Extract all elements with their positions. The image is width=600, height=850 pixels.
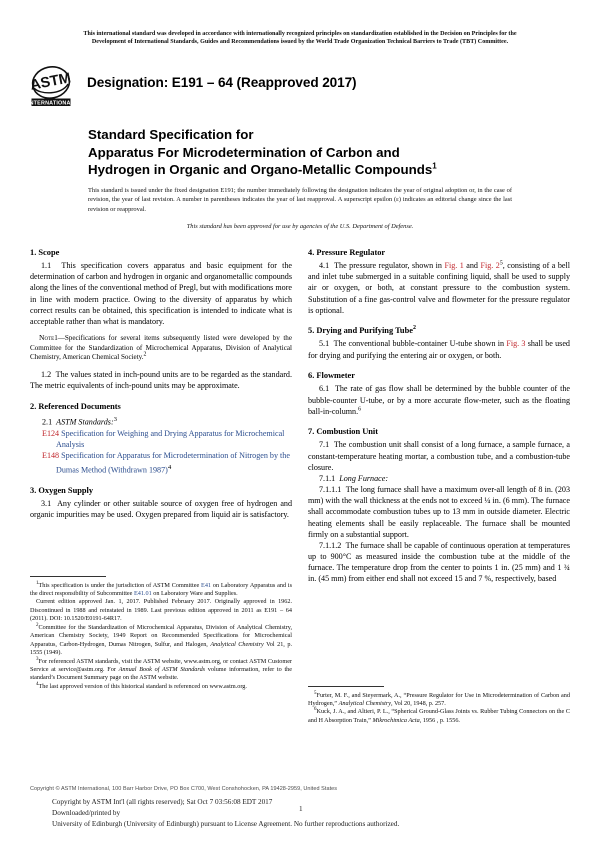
subsection-2-1: 2.1 ASTM Standards:$^3$ [42, 416, 118, 427]
body-column-right [308, 247, 570, 584]
paragraph-4-1: 4.1 The pressure regulator, shown in Fig. 1 and Fig. $2^5$, consisting of a bell and inlet tube submerged in a suitable confining liquid, shall be used to supply air or oxygen, or both, at constant pressure to the combustion system. Substitution of a fine gas-control valve and flowmeter for the pressure regulator is optional. [308, 260, 570, 315]
paragraph-7-1-1: 7.1.1 Long Furnace: [319, 473, 389, 483]
page-title [88, 126, 538, 179]
section-heading-combustion-unit: 7. Combustion Unit [308, 427, 379, 437]
dod-approval-statement: This standard has been approved for use by agencies of the U.S. Department of Defense. [186, 223, 414, 230]
footnote-divider [308, 686, 384, 687]
footnote-2: $^2$Committee for the Standardization of Microchemical Apparatus, Division of Analytical Chemistry, American Chemistry Society, 1949 Report on Recommended Specifications for Microchemical Apparatus, Carbon-Hydrogen, Dumas Nitrogen, Sulfur, and Halogen, Analytical Chemistry Vol 21, p. 1555 (1949). [30, 622, 292, 657]
section-heading-drying-purifying-tube: 5. Drying and Purifying Tube$^2$ [308, 325, 416, 336]
footnotes-right [308, 686, 570, 725]
section-heading-scope: 1. Scope [30, 248, 60, 257]
committee-link-e41[interactable]: E41 [201, 581, 212, 589]
svg-text:INTERNATIONAL: INTERNATIONAL [28, 100, 74, 107]
title-footnote-ref: 1 [432, 161, 437, 171]
title-line-1: Standard Specification for [88, 127, 254, 142]
wto-statement [32, 30, 568, 47]
note-1: Note1—Specifications for several items subsequently listed were developed by the Committee for the Standardization of Microchemical Apparatus, Division of Analytical Chemistry, American Chemical Society.$^2$ [30, 333, 292, 362]
section-heading-referenced-documents: 2. Referenced Documents [30, 402, 121, 412]
paragraph-7-1: 7.1 The combustion unit shall consist of a long furnace, a sample furnace, a constant-temperature heating mortar, a combustion tube, and a combustion-tube closure. [308, 440, 571, 472]
paragraph-6-1: 6.1 The rate of gas flow shall be determined by the bubble counter of the bubble-counter U-tube, or by a more accurate flow-meter, such as the floating ball-in-column.$^6$ [308, 384, 570, 416]
footnote-5: $^5$Furter, M. F., and Steyermark, A., “Pressure Regulator for Use in Microdetermination of Carbon and Hydrogen,” Analytical Chemistry, Vol 20, 1948, p. 257. [308, 690, 570, 707]
footer-license-line-3: University of Edinburgh (University of Edinburgh) pursuant to License Agreement. No further reproductions authorized. [52, 820, 400, 829]
footer-license-line-2: Downloaded/printed by [52, 809, 121, 818]
title-line-3: Hydrogen in Organic and Organo-Metallic Compounds$^1$ [88, 161, 437, 178]
footnote-4: $^4$The last approved version of this historical standard is referenced on www.astm.org. [36, 681, 247, 690]
referenced-standard-link-e148[interactable]: E148 Specification for Apparatus for Microdetermination of Nitrogen by the Dumas Method (Withdrawn 1987)$^4$ [42, 451, 290, 475]
footnote-3: $^3$For referenced ASTM standards, visit the ASTM website, www.astm.org, or contact ASTM Customer Service at service@astm.org. For Annual Book of ASTM Standards volume information, refer to the standard’s Document Summary page on the ASTM website. [30, 656, 293, 682]
section-heading-flowmeter: 6. Flowmeter [308, 371, 355, 381]
figure-link-fig2[interactable]: Fig. 2 [480, 261, 500, 271]
paragraph-1-2: 1.2 The values stated in inch-pound units are to be regarded as the standard. The metric equivalents of inch-pound units may be approximate. [30, 370, 292, 391]
svg-text:ASTM: ASTM [28, 70, 73, 94]
title-line-2: Apparatus For Microdetermination of Carbon and [88, 144, 400, 160]
wto-statement-line2: Development of International Standards, Guides and Recommendations issued by the World Trade Organization Technical Barriers to Trade (TBT) Committee. [91, 39, 509, 46]
wto-statement-line1: This international standard was developed in accordance with internationally recognized principles on standardization established in the Decision on Principles for the [83, 31, 517, 37]
issue-statement: This standard is issued under the fixed designation E191; the number immediately following the designation indicates the year of original adoption or, in the case of revision, the year of last revision. A number in parentheses indicates the year of last reapproval. A superscript epsilon (ε) indicates an editorial change since the last revision or reapproval. [88, 187, 512, 213]
paragraph-1-1: 1.1 This specification covers apparatus and basic equipment for the determination of carbon and hydrogen in organic and organometallic compounds along the lines of the conventional method of Pregl, but with modifications more in line with modern practice. Owing to the diversity of apparatus by which correct results can be obtained, this specification is intended to indicate what is acceptable rather than what is mandatory. [30, 261, 293, 326]
figure-link-fig3[interactable]: Fig. 3 [506, 339, 526, 349]
page-number: 1 [299, 805, 303, 813]
designation-row [28, 64, 357, 110]
footer-license-line-1: Copyright by ASTM Int'l (all rights reserved); Sat Oct 7 03:56:08 EDT 2017 [52, 798, 273, 806]
designation-label: Designation: E191 – 64 (Reapproved 2017) [87, 75, 357, 90]
figure-link-fig1[interactable]: Fig. 1 [444, 261, 464, 271]
note-footnote-ref: 2 [143, 351, 147, 358]
footnote-6: $^6$Kuck, J. A., and Altieri, P. L., “Spherical Ground-Glass Joints vs. Rubber Tubing Connectors on the C and H Absorption Train,” Mikrochimica Acta, 1956 , p. 1556. [308, 707, 570, 724]
footnote-1: $^1$This specification is under the jurisdiction of ASTM Committee E41 on Laboratory Apparatus and is the direct responsibility of Subcommittee E41.01 on Laboratory Ware and Supplies. [30, 580, 292, 597]
subcommittee-link-e4101[interactable]: E41.01 [133, 589, 152, 597]
paragraph-5-1: 5.1 The conventional bubble-container U-tube shown in Fig. 3 shall be used for drying and purifying the entering air or oxygen, or both. [308, 339, 570, 360]
footer-license-block [52, 797, 399, 831]
footnote-divider [30, 576, 106, 577]
footnote-edition-info: Current edition approved Jan. 1, 2017. Published February 2017. Originally approved in 1962. Discontinued in 1988 and reinstated in 1989. Last previous edition approved in 2011 as E191 – 64 (2011). DOI: 10.1520/E0191-64R17. [30, 598, 292, 623]
section-heading-pressure-regulator: 4. Pressure Regulator [308, 248, 386, 257]
note-label: Note [39, 333, 55, 343]
paragraph-7-1-1-2: 7.1.1.2 The furnace shall be capable of continuous operation at temperatures up to 900°C as measured inside the combustion tube at the middle of the furnace. The temperature drop from the center to points 1 in. (25 mm) and 1 ¾ in. (45 mm) from either end shall not exceed 15 and 7 %, respectively, based [308, 540, 570, 584]
body-column-left [30, 247, 292, 520]
paragraph-7-1-1-1: 7.1.1.1 The long furnace shall have a maximum over-all length of 8 in. (203 mm) with the wall thickness at the ends not to exceed ¼ in. (6 mm). The furnace shall accommodate combustion tubes up to 13 mm in outside diameter. Electric heating elements shall be easily replaceable. The furnace shall be mounted firmly on a substantial support. [308, 485, 570, 539]
astm-logo-icon [28, 64, 74, 110]
paragraph-3-1: 3.1 Any cylinder or other suitable source of oxygen free of hydrogen and organic impurities may be used. Oxygen prepared from liquid air is satisfactory. [30, 498, 293, 520]
footer-copyright: Copyright © ASTM International, 100 Barr Harbor Drive, PO Box C700, West Conshohocken, PA 19428-2959, United States [30, 786, 338, 792]
referenced-standard-link-e124[interactable]: E124 Specification for Weighing and Drying Apparatus for Microchemical Analysis [42, 429, 285, 450]
section-heading-oxygen-supply: 3. Oxygen Supply [30, 485, 94, 495]
footnotes-left [30, 576, 292, 691]
